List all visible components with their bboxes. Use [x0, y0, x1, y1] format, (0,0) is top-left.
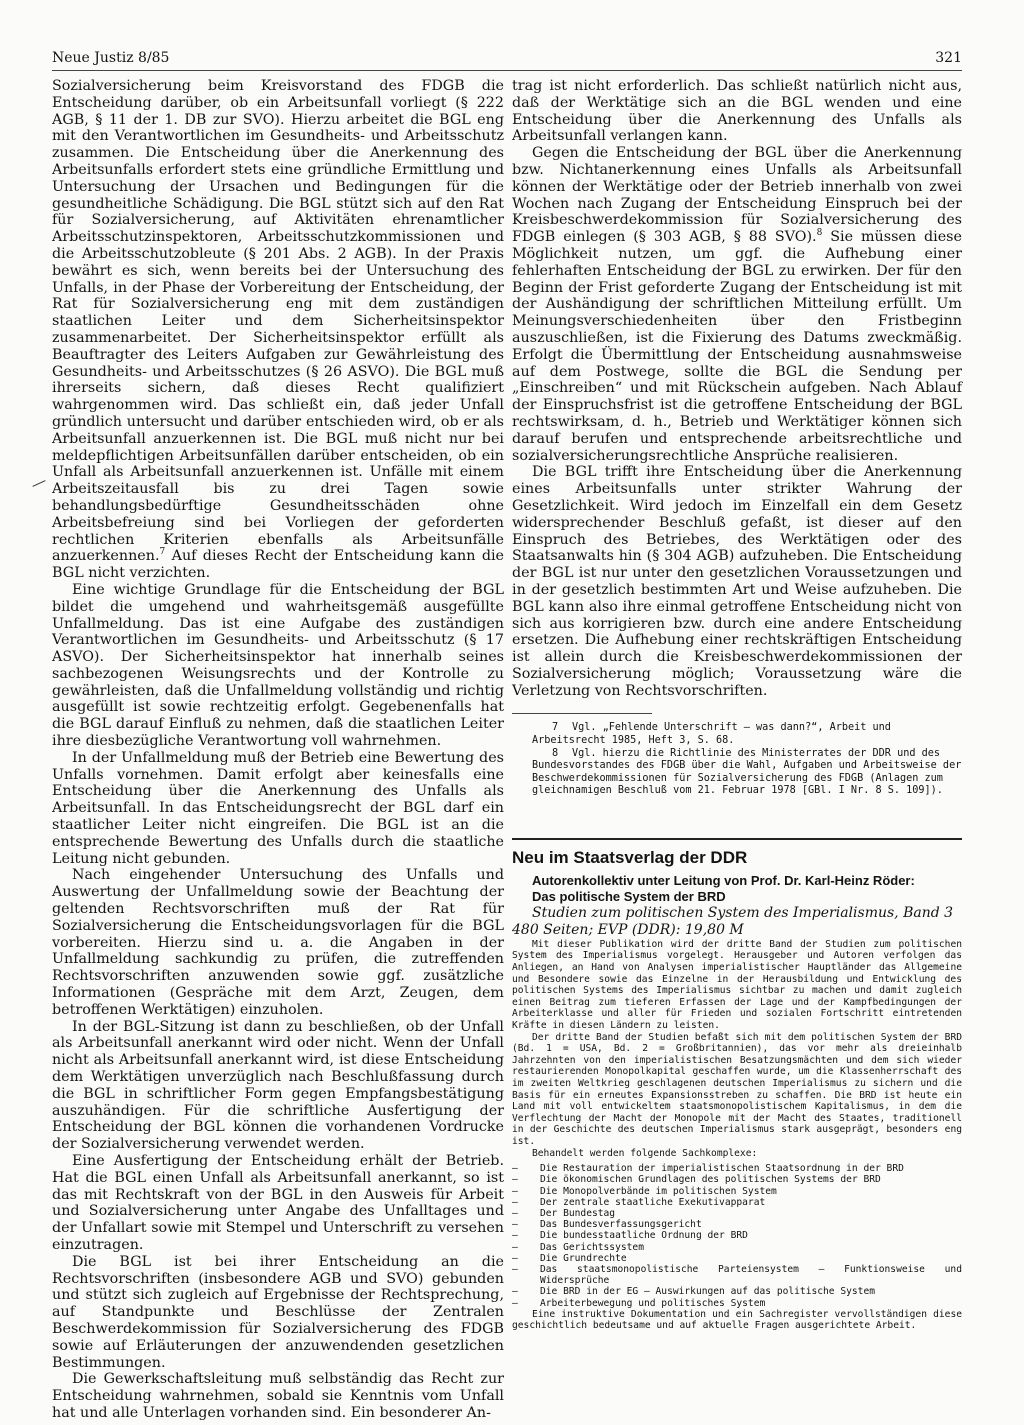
announcement-heading: Neu im Staatsverlag der DDR — [512, 848, 748, 868]
list-item-text: Das staatsmonopolistische Parteiensystem – Funktionsweise und Widersprüche — [540, 1263, 962, 1287]
header-rule — [52, 70, 962, 71]
announcement-text: Mit dieser Publikation wird der dritte Band der Studien zum politischen System des Imperialismus vorgelegt. Herausgeber und Autoren verfolgen das Anliegen, an Hand von Analysen imperialistischer Hauptländer das Allgemeine und Besondere sowie das Einzelne in der Herausbildung und Entwicklung des politischen Systems des Imperialismus sichtbar zu machen und damit zugleich einen Beitrag zum tieferen Erfassen der Lage und der Kampfbedingungen der Arbeiterklasse und aller für Frieden und sozialen Fortschritt eintretenden Kräfte in diesen Ländern zu leisten. — [512, 938, 962, 1031]
footnote-ref: 7 — [159, 547, 166, 558]
footnote — [512, 748, 962, 798]
book-announcement — [512, 850, 962, 1332]
series-text: Studien zum politischen System des Imperialismus, Band 3 — [532, 904, 954, 921]
announcement-closing: Eine instruktive Dokumentation und ein Sachregister vervollständigen diese geschichtlich bedeutsame und auf aktuelle Fragen ausgerichtete Arbeit. — [512, 1308, 962, 1332]
list-item-text: Das Gerichtssystem — [540, 1241, 644, 1253]
list-item-text: Die Monopolverbände im politischen System — [540, 1185, 777, 1197]
list-item — [512, 1174, 962, 1185]
dash-marker: – — [512, 1207, 518, 1219]
dash-marker: – — [512, 1196, 518, 1208]
paragraph: In der BGL-Sitzung ist dann zu beschließen, ob der Unfall als Arbeitsunfall anerkannt wird oder nicht. Wenn der Unfall nicht als Arbeitsunfall anerkannt wird, ist diese Entscheidung dem Werktätigen unverzüglich nach Beschlußfassung durch die BGL in schriftlicher Form gegen Empfangsbestätigung auszuhändigen. Für die schriftliche Ausfertigung der Entscheidung der BGL können die vorhandenen Vordrucke der Sozialversicherung verwendet werden. — [52, 1018, 504, 1153]
dash-marker: – — [512, 1252, 518, 1264]
paragraph — [512, 145, 962, 464]
book-details: 480 Seiten; EVP (DDR): 19,80 M — [512, 921, 744, 938]
list-item-text: Die bundesstaatliche Ordnung der BRD — [540, 1230, 748, 1242]
dash-marker: – — [512, 1241, 518, 1253]
list-item — [512, 1286, 962, 1297]
book-authors: Autorenkollektiv unter Leitung von Prof. Dr. Karl-Heinz Röder: — [532, 872, 915, 888]
right-column — [512, 78, 962, 1332]
dash-marker: – — [512, 1297, 518, 1309]
footnote-number: 8 — [552, 747, 559, 759]
list-item-text: Der zentrale staatliche Exekutivapparat — [540, 1196, 766, 1208]
list-item — [512, 1163, 962, 1174]
dash-marker: – — [512, 1263, 518, 1275]
list-item-text: Die Restauration der imperialistischen Staatsordnung in der BRD — [540, 1163, 904, 1175]
dash-marker: – — [512, 1230, 518, 1242]
paragraph: Eine Ausfertigung der Entscheidung erhält der Betrieb. Hat die BGL einen Unfall als Arbeitsunfall anerkannt, so ist das mit Rechtskraft von der BGL in den Ausweis für Arbeit und Sozialversicherung unter Angabe des Unfalltages und der Unfallart sowie mit Stempel und Unterschrift zu versehen einzutragen. — [52, 1153, 504, 1253]
paragraph: Eine wichtige Grundlage für die Entscheidung der BGL bildet die umgehend und wahrheitsgemäß ausgefüllte Unfallmeldung. Das ist eine Aufgabe des zuständigen Verantwortlichen im Gesundheits- und Arbeitsschutz (§ 17 ASVO). Der Sicherheitsinspektor hat innerhalb seines sachbezogenen Weisungsrechts und der Kontrolle zu gewährleisten, daß die Unfallmeldung vollständig und richtig ausgefüllt ist sowie rechtzeitig erfolgt. Gegebenenfalls hat die BGL darauf Einfluß zu nehmen, daß die staatlichen Leiter ihre diesbezügliche Verantwortung voll wahrnehmen. — [52, 581, 504, 750]
list-item — [512, 1186, 962, 1197]
announcement-rule — [512, 838, 962, 840]
paragraph: In der Unfallmeldung muß der Betrieb eine Bewertung des Unfalls vornehmen. Damit erfolgt aber keinesfalls eine Entscheidung über die Anerkennung des Unfalls als Arbeitsunfall. In das Entscheidungsrecht der BGL darf ein staatlicher Leiter nicht eingreifen. Die BGL ist an die entsprechende Bewertung des Unfalls durch die staatliche Leitung nicht gebunden. — [52, 749, 504, 867]
topics-heading: Behandelt werden folgende Sachkomplexe: — [532, 1147, 758, 1159]
dash-marker: – — [512, 1286, 518, 1298]
list-item — [512, 1253, 962, 1264]
footnote-text: Vgl. hierzu die Richtlinie des Ministerrates der DDR und des Bundesvorstandes des FDGB über die Wahl, Aufgaben und Arbeitsweise der Beschwerdekommissionen für Sozialversicherung des FDGB (Anlagen zum gleichnamigen Beschluß vom 21. Februar 1978 [GBl. I Nr. 8 S. 109]). — [532, 747, 962, 797]
paragraph — [52, 78, 504, 582]
paragraph-text: Auf dieses Recht der Entscheidung kann die BGL nicht verzichten. — [52, 548, 504, 582]
footnote-text: Vgl. „Fehlende Unterschrift — was dann?“, Arbeit und Arbeitsrecht 1985, Heft 3, S. 68. — [532, 722, 891, 747]
paragraph: trag ist nicht erforderlich. Das schließt natürlich nicht aus, daß der Werktätige sich an die BGL wenden und eine Entscheidung über die Anerkennung des Unfalls als Arbeitsunfall verlangen kann. — [512, 78, 962, 145]
list-item — [512, 1208, 962, 1219]
dash-marker: – — [512, 1219, 518, 1231]
paragraph: Die BGL ist bei ihrer Entscheidung an die Rechtsvorschriften (insbesondere AGB und SVO) gebunden und stützt sich zugleich auf Ergebnisse der Rechtsprechung, auf Standpunkte und Beschlüsse der Zentralen Beschwerdekommission für Sozialversicherung des FDGB sowie auf Erläuterungen der anzuwendenden gesetzlichen Bestimmungen. — [52, 1253, 504, 1371]
margin-mark — [32, 480, 45, 487]
list-item — [512, 1197, 962, 1208]
list-item — [512, 1298, 962, 1309]
list-item-text: Die BRD in der EG – Auswirkungen auf das politische System — [540, 1286, 876, 1298]
footnote — [512, 722, 962, 747]
paragraph-text: Sie müssen diese Möglichkeit nutzen, um ggf. die Aufhebung einer fehlerhaften Entscheidung der BGL zu erwirken. Der für den Beginn der Frist geforderte Zugang der Entscheidung ist mit der Aushändigung der schriftlichen Mitteilung erfüllt. Um Meinungsverschiedenheiten über den Fristbeginn auszuschließen, ist die Fixierung des Datums zweckmäßig. Erfolgt die Übermittlung der Entscheidung ausnahmsweise auf dem Postwege, sollte die BGL die Sendung per „Einschreiben“ und mit Rückschein aufgeben. Nach Ablauf der Einspruchsfrist ist die getroffene Entscheidung der BGL rechtswirksam, d. h., Betrieb und Werktätiger können sich darauf berufen und entsprechende arbeitsrechtliche und sozialversicherungsrechtliche Ansprüche realisieren. — [512, 229, 962, 464]
list-item-text: Die ökonomischen Grundlagen des politischen Systems der BRD — [540, 1174, 881, 1186]
announcement-text: Der dritte Band der Studien befaßt sich mit dem politischen System der BRD (Bd. 1 = USA, Bd. 2 = Großbritannien), das vor mehr als dreieinhalb Jahrzehnten von den imperialistischen Besatzungsmächten und dem sich wieder restaurierenden Monopolkapital geschaffen wurde, um die Klassenherrschaft des im zweiten Weltkrieg geschlagenen deutschen Imperialismus zu sichern und die Basis für ein erneutes Expansionsstreben zu schaffen. Die BRD ist heute ein Land mit voll entwickeltem staatsmonopolistischem Kapitalismus, in dem die Verflechtung der Macht der Monopole mit der Macht des Staates, traditionell in der Geschichte des deutschen Imperialismus stark ausgeprägt, besonders eng ist. — [512, 1031, 962, 1147]
list-item-text: Die Grundrechte — [540, 1252, 627, 1264]
paragraph-text: Sozialversicherung beim Kreisvorstand des FDGB die Entscheidung darüber, ob ein Arbeitsunfall vorliegt (§ 222 AGB, § 11 der 1. DB zur SVO). Hierzu arbeitet die BGL eng mit den Verantwortlichen im Gesundheits- und Arbeitsschutz zusammen. Die Entscheidung über die Anerkennung des Arbeitsunfalls erfordert stets eine gründliche Ermittlung und Untersuchung der Ursachen und Bedingungen für die gesundheitliche Schädigung. Die BGL stützt sich auf den Rat für Sozialversicherung, auf Aktivitäten ehrenamtlicher Arbeitsschutzinspektoren, Arbeitsschutzkommissionen und die Arbeitsschutzobleute (§ 201 Abs. 2 AGB). In der Praxis bewährt es sich, wenn bereits bei der Untersuchung des Unfalls, in der Phase der Vorbereitung der Entscheidung, der Rat für Sozialversicherung eng mit dem zuständigen staatlichen Leiter und dem Sicherheitsinspektor zusammenarbeitet. Der Sicherheitsinspektor erfüllt als Beauftragter des Leiters Aufgaben zur Gewährleistung des Gesundheits- und Arbeitsschutzes (§ 26 ASVO). Die BGL muß ihrerseits sichern, daß dieses Recht qualifiziert wahrgenommen wird. Das schließt ein, daß jeder Unfall gründlich untersucht und darüber entschieden wird, ob er als Arbeitsunfall anzuerkennen ist. Die BGL muß nicht nur bei meldepflichtigen Arbeitsunfällen darüber entscheiden, ob ein Unfall als Arbeitsunfall anzuerkennen ist. Unfälle mit einem Arbeitszeitausfall bis zu drei Tagen sowie behandlungsbedürftige Gesundheitsschäden ohne Arbeitsbefreiung sind bei Vorliegen der geforderten rechtlichen Kriterien ebenfalls als Arbeitsunfälle anzuerkennen. — [52, 78, 504, 565]
footnote-rule — [512, 713, 652, 714]
left-column — [52, 78, 504, 1422]
list-item-text: Arbeiterbewegung und politisches System — [540, 1297, 766, 1309]
list-item-text: Der Bundestag — [540, 1207, 616, 1219]
page-number: 321 — [935, 50, 962, 66]
footnote-ref: 8 — [816, 228, 823, 239]
footnote-number: 7 — [552, 722, 559, 734]
list-item — [512, 1230, 962, 1241]
dash-marker: – — [512, 1174, 518, 1186]
book-series — [512, 905, 962, 939]
book-title: Das politische System der BRD — [532, 888, 726, 904]
paragraph-text: Gegen die Entscheidung der BGL über die Anerkennung bzw. Nichtanerkennung eines Unfalls als Arbeitsunfall können der Werktätige oder der Betrieb innerhalb von zwei Wochen nach Zugang der Entscheidung Einspruch bei der Kreisbeschwerdekommission für Sozialversicherung des FDGB einlegen (§ 303 AGB, § 88 SVO). — [512, 145, 962, 246]
topics-list — [512, 1163, 962, 1309]
list-item — [512, 1264, 962, 1286]
paragraph: Die Gewerkschaftsleitung muß selbständig das Recht zur Entscheidung wahrnehmen, sobald sie Kenntnis vom Unfall hat und alle Unterlagen vorhanden sind. Ein besonderer An- — [52, 1371, 504, 1421]
dash-marker: – — [512, 1163, 518, 1175]
list-item — [512, 1242, 962, 1253]
paragraph: Die BGL trifft ihre Entscheidung über die Anerkennung eines Arbeitsunfalls unter strikter Wahrung der Gesetzlichkeit. Wird jedoch im Einzelfall ein dem Gesetz widersprechender Beschluß gefaßt, ist dieser auf den Einspruch des Betriebes, des Werktätigen oder des Staatsanwalts hin (§ 304 AGB) aufzuheben. Die Entscheidung der BGL ist nur unter den gesetzlichen Voraussetzungen und in der gesetzlich bestimmten Art und Weise aufzuheben. Die BGL kann also ihre einmal getroffene Entscheidung nicht von sich aus korrigieren bzw. durch eine andere Entscheidung ersetzen. Die Aufhebung einer rechtskräftigen Entscheidung ist allein durch die Kreisbeschwerdekommissionen der Sozialversicherung möglich; Voraussetzung wäre die Verletzung von Rechtsvorschriften. — [512, 464, 962, 699]
list-item — [512, 1219, 962, 1230]
list-item-text: Das Bundesverfassungsgericht — [540, 1219, 702, 1231]
dash-marker: – — [512, 1185, 518, 1197]
paragraph: Nach eingehender Untersuchung des Unfalls und Auswertung der Unfallmeldung sowie der Beachtung der geltenden Rechtsvorschriften muß der Rat für Sozialversicherung die Entscheidungsvorlagen für die BGL vorbereiten. Hierzu sind u. a. die Angaben in der Unfallmeldung sachkundig zu prüfen, die zutreffenden Rechtsvorschriften anzuwenden sowie ggf. zusätzliche Informationen (Gespräche mit dem Arzt, Zeugen, dem betroffenen Werktätigen) einzuholen. — [52, 867, 504, 1018]
journal-name: Neue Justiz 8/85 — [52, 50, 170, 66]
